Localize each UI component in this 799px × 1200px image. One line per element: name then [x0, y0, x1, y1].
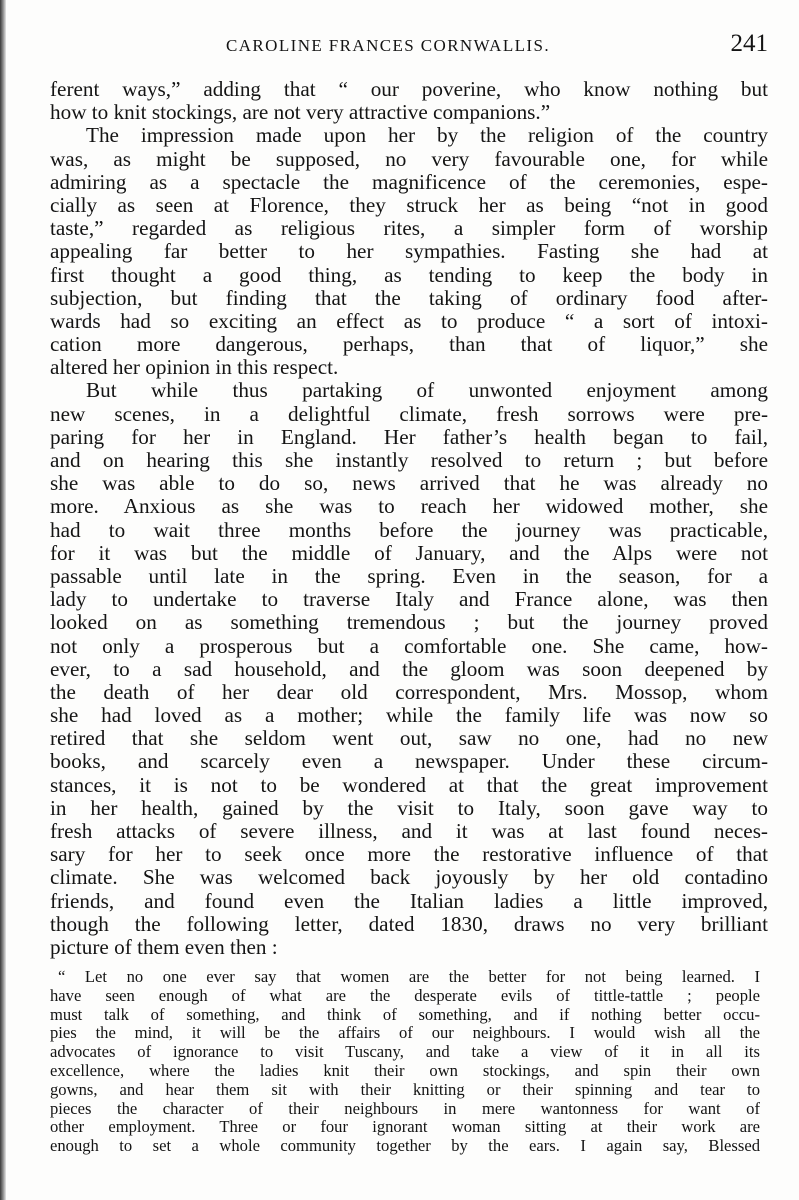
quoted-letter [50, 968, 760, 1156]
body-line: friends, and found even the Italian ladies a little improved, [50, 889, 768, 913]
body-line: The impression made upon her by the religion of the country [86, 124, 768, 148]
body-line: paring for her in England. Her father’s health began to fail, [50, 425, 768, 449]
body-line: stances, it is not to be wondered at that the great improvement [50, 773, 768, 797]
body-text [50, 78, 768, 959]
body-line: books, and scarcely even a newspaper. Under these circum- [50, 750, 768, 774]
body-line: the death of her dear old correspondent, Mrs. Mossop, whom [50, 680, 768, 704]
running-head [48, 32, 768, 62]
body-line: appealing far better to her sympathies. Fasting she had at [50, 240, 768, 264]
body-line: admiring as a spectacle the magnificence of the ceremonies, espe- [50, 170, 768, 194]
quote-line: excellence, where the ladies knit their own stockings, and spin their own [50, 1061, 760, 1080]
body-line: new scenes, in a delightful climate, fresh sorrows were pre- [50, 402, 768, 426]
body-line: But while thus partaking of unwonted enjoyment among [86, 379, 768, 403]
body-line: not only a prosperous but a comfortable one. She came, how- [50, 634, 768, 658]
body-line: she had loved as a mother; while the family life was now so [50, 704, 768, 728]
quote-line: gowns, and hear them sit with their knitting or their spinning and tear to [50, 1080, 760, 1099]
body-line: fresh attacks of severe illness, and it was at last found neces- [50, 820, 768, 843]
body-line: and on hearing this she instantly resolved to return ; but before [50, 449, 768, 472]
quote-line: pieces the character of their neighbours in mere wantonness for want of [50, 1099, 760, 1118]
running-title: CAROLINE FRANCES CORNWALLIS. [226, 36, 550, 55]
body-line: taste,” regarded as religious rites, a simpler form of worship [50, 217, 768, 241]
body-line: climate. She was welcomed back joyously by her old contadino [50, 866, 768, 890]
body-line: though the following letter, dated 1830, draws no very brilliant [50, 912, 768, 936]
body-line: more. Anxious as she was to reach her widowed mother, she [50, 495, 768, 519]
body-line: first thought a good thing, as tending to keep the body in [50, 263, 768, 287]
body-line: cation more dangerous, perhaps, than that of liquor,” she [50, 333, 768, 357]
quote-line: “ Let no one ever say that women are the better for not being learned. I [58, 968, 760, 986]
body-line: sary for her to seek once more the restorative influence of that [50, 843, 768, 867]
body-line: ferent ways,” adding that “ our poverine, who know nothing but [50, 78, 768, 101]
body-line: wards had so exciting an effect as to produce “ a sort of intoxi- [50, 309, 768, 333]
page-number: 241 [730, 30, 768, 57]
quote-line: have seen enough of what are the desperate evils of tittle-tattle ; people [50, 986, 760, 1005]
body-line: cially as seen at Florence, they struck her as being “not in good [50, 193, 768, 217]
body-line: subjection, but finding that the taking of ordinary food after- [50, 286, 768, 310]
body-line: she was able to do so, news arrived that he was already no [50, 472, 768, 496]
body-line: altered her opinion in this respect. [50, 356, 339, 380]
body-line: in her health, gained by the visit to Italy, soon gave way to [50, 796, 768, 820]
quote-line: other employment. Three or four ignorant woman sitting at their work are [50, 1118, 760, 1137]
body-line: how to knit stockings, are not very attractive companions.” [50, 101, 551, 125]
body-line: picture of them even then : [50, 935, 278, 959]
quote-line: must talk of something, and think of something, and if nothing better occu- [50, 1005, 760, 1024]
body-line: lady to undertake to traverse Italy and France alone, was then [50, 588, 768, 612]
quote-line: advocates of ignorance to visit Tuscany, and take a view of it in all its [50, 1043, 760, 1062]
body-line: ever, to a sad household, and the gloom was soon deepened by [50, 657, 768, 681]
body-line: was, as might be supposed, no very favourable one, for while [50, 147, 768, 171]
body-line: passable until late in the spring. Even in the season, for a [50, 564, 768, 588]
body-line: retired that she seldom went out, saw no one, had no new [50, 727, 768, 751]
page-binding-edge [0, 0, 6, 1200]
quote-line: pies the mind, it will be the affairs of our neighbours. I would wish all the [50, 1024, 760, 1043]
body-line: for it was but the middle of January, and the Alps were not [50, 541, 768, 565]
body-line: had to wait three months before the journey was practicable, [50, 518, 768, 542]
body-line: looked on as something tremendous ; but the journey proved [50, 611, 768, 635]
quote-line: enough to set a whole community together by the ears. I again say, Blessed [50, 1137, 760, 1156]
